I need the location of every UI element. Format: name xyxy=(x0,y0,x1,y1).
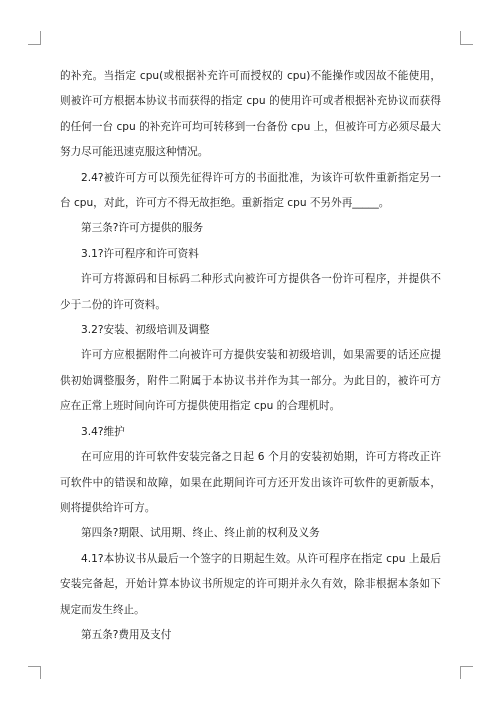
crop-mark-top-left-vertical xyxy=(40,31,41,44)
paragraph-continuation: 的补充。当指定 cpu(或根据补充许可而授权的 cpu)不能操作或因故不能使用，则被许可方根据本协议书而获得的指定 cpu 的使用许可或者根据补充协议而获得的任何一台 cpu 的补充许可均可转移到一台备份 cpu 上，但被许可方必须尽最大努力尽可能迅速克服这种情况。 xyxy=(60,70,441,159)
clause-3-4-heading: 3.4?维护 xyxy=(81,425,125,438)
article-3-heading: 第三条?许可方提供的服务 xyxy=(81,222,204,235)
article-5-heading: 第五条?费用及支付 xyxy=(81,628,172,641)
crop-mark-top-left-horizontal xyxy=(28,44,41,45)
crop-mark-top-right-vertical xyxy=(460,31,461,44)
article-4-heading: 第四条?期限、试用期、终止、终止前的权利及义务 xyxy=(81,527,320,540)
clause-2-4: 2.4?被许可方可以预先征得许可方的书面批准，为该许可软件重新指定另一台 cpu，对此，许可方不得无故拒绝。重新指定 cpu 不另外再_____。 xyxy=(60,171,441,210)
clause-3-1-heading: 3.1?许可程序和许可资料 xyxy=(81,247,199,260)
clause-3-4-body: 在可应用的许可软件安装完备之日起 6 个月的安装初始期，许可方将改正许可软件中的错误和故障，如果在此期间许可方还开发出该许可软件的更新版本，则将提供给许可方。 xyxy=(60,451,441,514)
crop-mark-bottom-right-horizontal xyxy=(460,666,473,667)
crop-mark-bottom-left-vertical xyxy=(40,666,41,679)
clause-3-2-heading: 3.2?安装、初级培训及调整 xyxy=(81,324,210,337)
clause-3-2-body: 许可方应根据附件二向被许可方提供安装和初级培训，如果需要的话还应提供初始调整服务，附件二附属于本协议书并作为其一部分。为此目的，被许可方应在正常上班时间向许可方提供使用指定 cpu 的合理机时。 xyxy=(60,349,441,413)
clause-4-1: 4.1?本协议书从最后一个签字的日期起生效。从许可程序在指定 cpu 上最后安装完备起，开始计算本协议书所规定的许可期并永久有效，除非根据本条如下规定而发生终止。 xyxy=(60,552,441,616)
clause-3-1-body: 许可方将源码和目标码二种形式向被许可方提供各一份许可程序，并提供不少于二份的许可资料。 xyxy=(60,273,441,311)
crop-mark-bottom-right-vertical xyxy=(460,666,461,679)
document-body xyxy=(60,64,441,648)
crop-mark-top-right-horizontal xyxy=(460,44,473,45)
